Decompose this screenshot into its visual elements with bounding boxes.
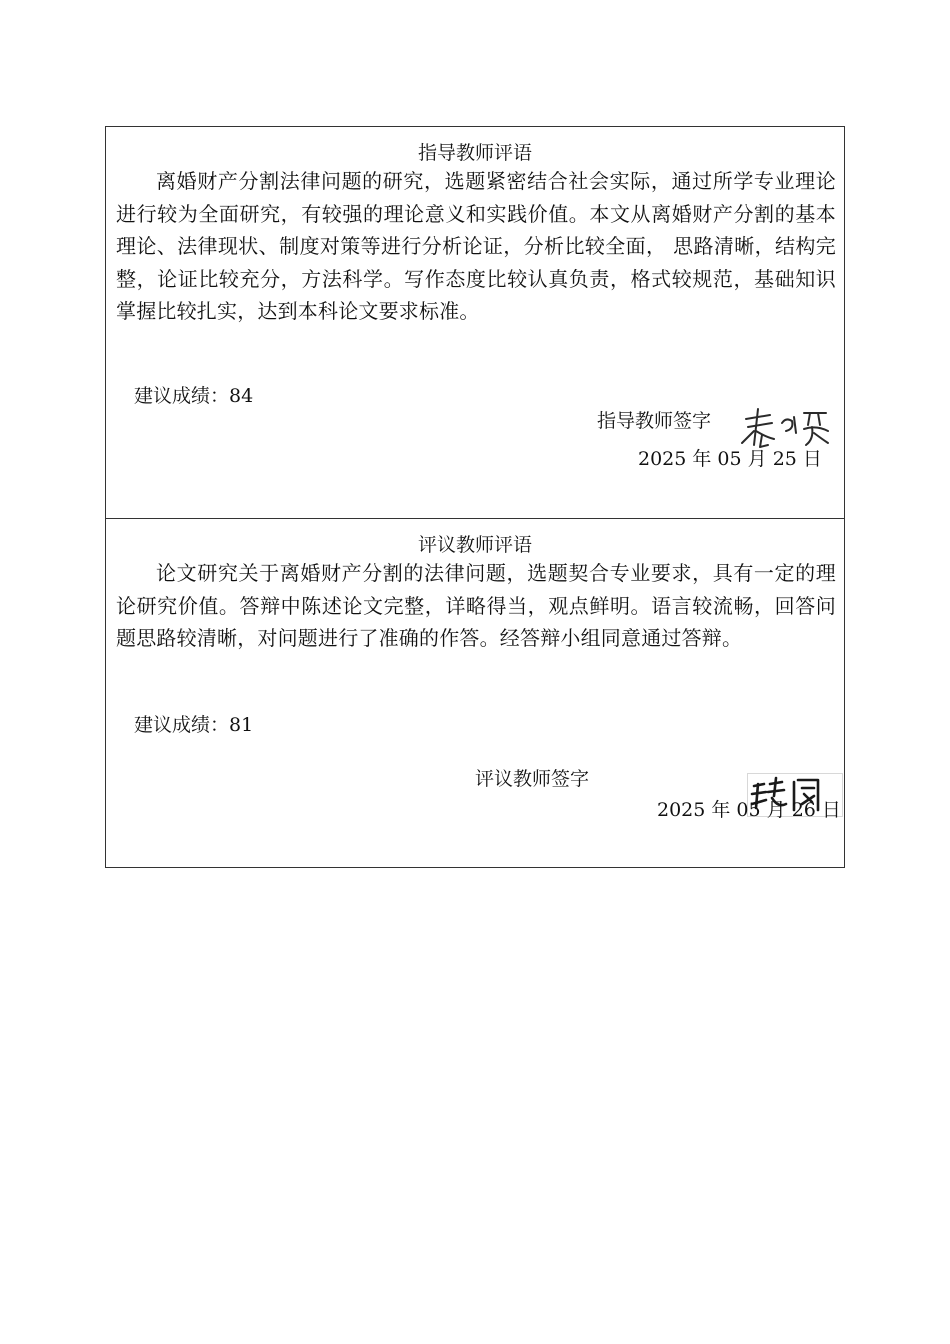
reviewer-sign-date: 2025 年 05 月 26 日 bbox=[657, 799, 841, 821]
reviewer-signature-label: 评议教师签字 bbox=[475, 768, 590, 790]
evaluation-table bbox=[105, 126, 845, 868]
advisor-sign-date: 2025 年 05 月 25 日 bbox=[638, 448, 822, 470]
advisor-comment-title: 指导教师评语 bbox=[417, 142, 532, 164]
reviewer-suggested-score: 建议成绩：81 bbox=[134, 714, 254, 736]
advisor-comment-section bbox=[106, 127, 844, 519]
reviewer-comment-text: 论文研究关于离婚财产分割的法律问题，选题契合专业要求，具有一定的理论研究价值。答辩中陈述论文完整，详略得当，观点鲜明。语言较流畅，回答问题思路较清晰，对问题进行了准确的作答。经答辩小组同意通过答辩。 bbox=[116, 561, 836, 650]
reviewer-comment-section bbox=[106, 519, 844, 867]
reviewer-comment-title: 评议教师评语 bbox=[417, 534, 532, 556]
advisor-suggested-score: 建议成绩：84 bbox=[134, 385, 254, 407]
advisor-signature-label: 指导教师签字 bbox=[597, 410, 712, 432]
advisor-comment-text: 离婚财产分割法律问题的研究，选题紧密结合社会实际，通过所学专业理论进行较为全面研究，有较强的理论意义和实践价值。本文从离婚财产分割的基本理论、法律现状、制度对策等进行分析论证，分析比较全面， 思路清晰，结构完整，论证比较充分，方法科学。写作态度比较认真负责，格式较规范，基础知识掌握比较扎实，达到本科论文要求标准。 bbox=[116, 169, 836, 323]
advisor-handwritten-signature bbox=[740, 405, 832, 449]
